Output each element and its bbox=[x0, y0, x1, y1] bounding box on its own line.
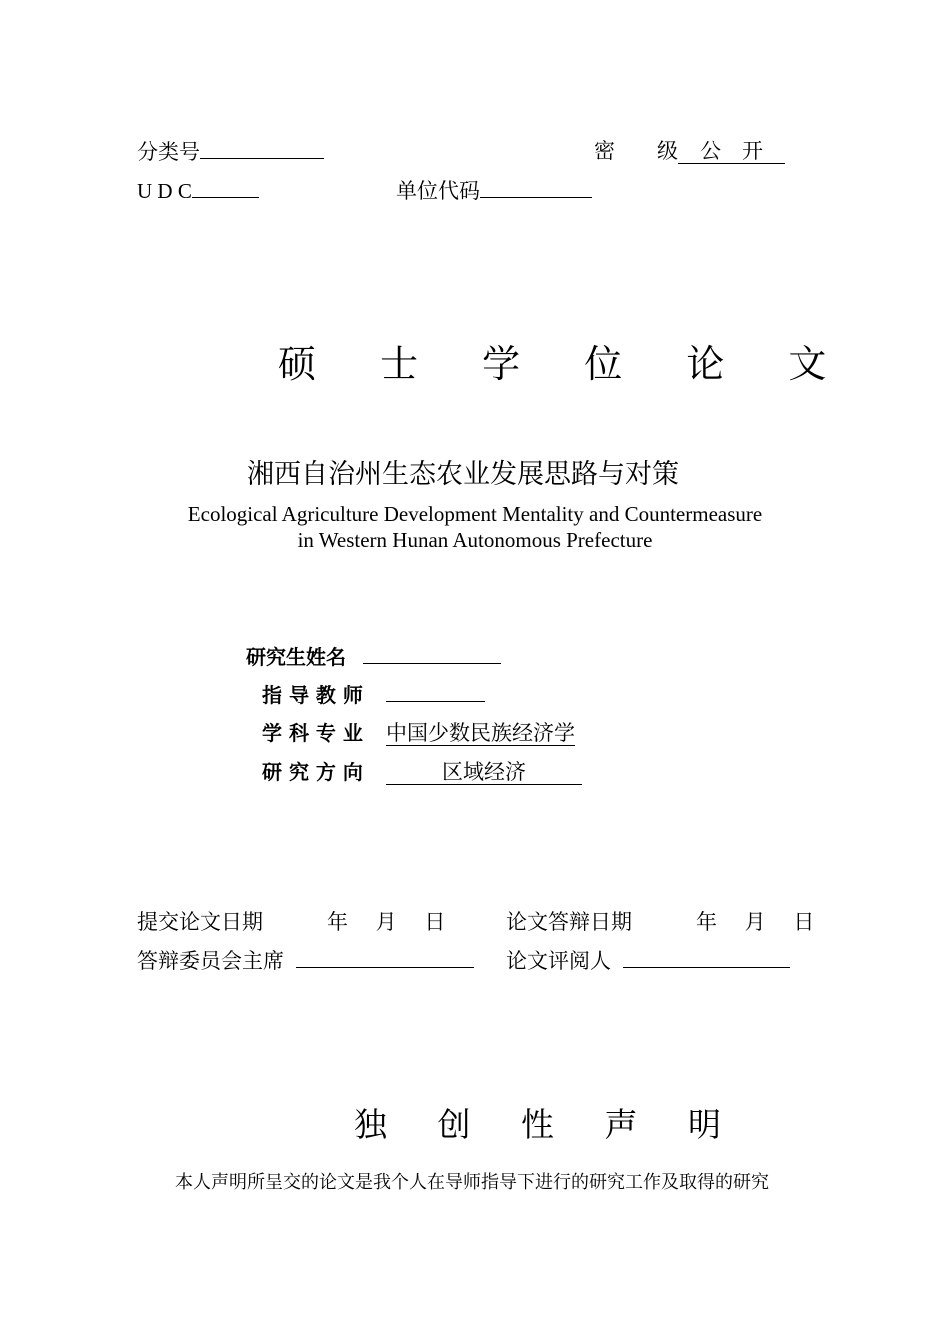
direction-label: 研 究 方 向 bbox=[262, 760, 363, 784]
advisor-label: 指 导 教 师 bbox=[262, 683, 363, 707]
unit-code-label: 单位代码 bbox=[396, 179, 480, 203]
defense-date-value: 年 月 日 bbox=[696, 910, 815, 934]
direction-value: 区域经济 bbox=[386, 760, 582, 785]
udc-label: U D C bbox=[137, 179, 192, 203]
reviewer-blank bbox=[623, 947, 790, 968]
unit-code-row bbox=[396, 177, 592, 204]
declaration-body: 本人声明所呈交的论文是我个人在导师指导下进行的研究工作及取得的研究 bbox=[175, 1172, 769, 1193]
udc-blank bbox=[192, 177, 259, 198]
classification-blank bbox=[200, 138, 324, 159]
student-name-row bbox=[246, 641, 501, 670]
major-row bbox=[262, 717, 575, 746]
major-label: 学 科 专 业 bbox=[262, 721, 363, 745]
advisor-row bbox=[262, 679, 485, 708]
secrecy-label: 密 级 bbox=[594, 139, 678, 163]
classification-label: 分类号 bbox=[137, 140, 200, 164]
unit-code-blank bbox=[480, 177, 592, 198]
reviewer-label: 论文评阅人 bbox=[506, 949, 611, 973]
direction-row bbox=[262, 756, 582, 785]
secrecy-value: 公 开 bbox=[678, 139, 785, 164]
advisor-blank bbox=[386, 681, 485, 702]
submit-date-value: 年 月 日 bbox=[327, 910, 446, 934]
chair-blank bbox=[296, 947, 474, 968]
chair-row bbox=[137, 947, 474, 974]
chair-label: 答辩委员会主席 bbox=[137, 949, 284, 973]
submit-date-label: 提交论文日期 bbox=[137, 910, 263, 934]
student-name-blank bbox=[363, 643, 501, 664]
thesis-type-heading: 硕 士 学 位 论 文 bbox=[278, 342, 853, 386]
english-title-line2: in Western Hunan Autonomous Prefecture bbox=[297, 528, 653, 552]
declaration-title: 独 创 性 声 明 bbox=[354, 1105, 741, 1144]
classification-row bbox=[137, 138, 324, 165]
student-name-label: 研究生姓名 bbox=[246, 645, 346, 669]
chinese-title: 湘西自治州生态农业发展思路与对策 bbox=[247, 459, 679, 490]
defense-date-label: 论文答辩日期 bbox=[506, 910, 632, 934]
major-value: 中国少数民族经济学 bbox=[385, 721, 575, 745]
secrecy-row bbox=[594, 138, 785, 164]
reviewer-row bbox=[506, 947, 790, 974]
english-title-line1: Ecological Agriculture Development Mentality and Countermeasure bbox=[187, 502, 763, 526]
udc-row bbox=[137, 177, 259, 204]
